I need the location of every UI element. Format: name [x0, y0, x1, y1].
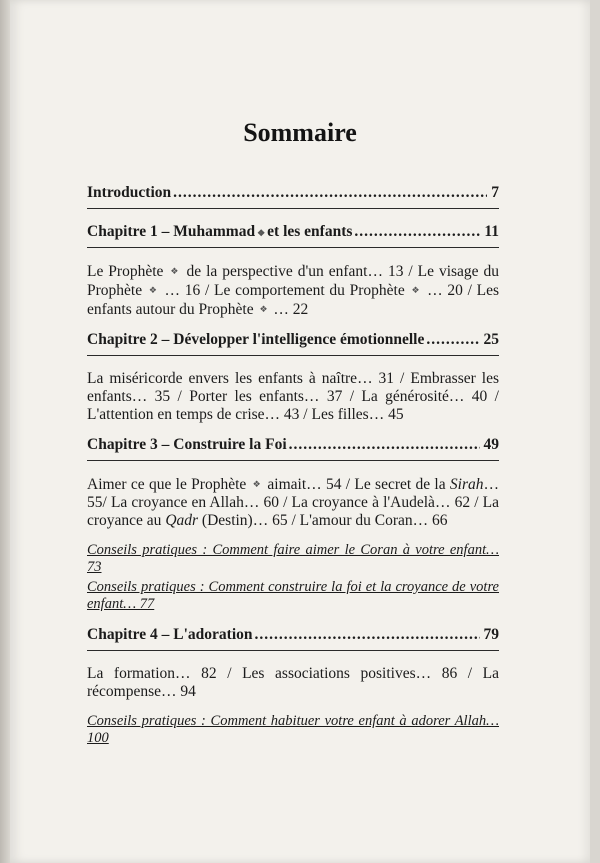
chapter-1-page: 11: [484, 223, 499, 240]
entry-text: de la perspective d'un enfant… 13 / Le visage du Prophète: [87, 263, 500, 299]
chapter-3-page: 49: [483, 436, 499, 453]
chapter-2-label: Chapitre 2 – Développer l'intelligence émotionnelle: [87, 331, 425, 348]
entry-italic-term: Qadr: [165, 512, 199, 529]
leader-dots: [426, 331, 479, 349]
conseil-link[interactable]: Conseils pratiques : Comment construire la foi et la croyance de votre enfant… 77: [87, 579, 499, 612]
honorific-icon: ❖: [411, 285, 421, 295]
leader-dots: [354, 223, 480, 241]
leader-dots: [289, 436, 480, 454]
toc-chapter-3[interactable]: [87, 436, 499, 461]
conseil-link[interactable]: Conseils pratiques : Comment faire aimer le Coran à votre enfant… 73: [87, 542, 499, 575]
entry-text: (Destin)… 65 / L'amour du Coran… 66: [201, 512, 448, 529]
chapter-1-label: Chapitre 1 – Muhammad: [87, 223, 256, 240]
chapter-4-entries: La formation… 82 / Les associations positives… 86 / La récompense… 94: [87, 665, 499, 700]
chapter-2-entries: La miséricorde envers les enfants à naître… 31 / Embrasser les enfants… 35 / Porter les enfants… 37 / La générosité… 40 / L'attention en temps de crise… 43 / Les filles… 45: [87, 370, 499, 423]
entry-text: Aimer ce que le Prophète: [87, 476, 247, 493]
leader-dots: [173, 184, 487, 202]
chapter-4-page: 79: [483, 626, 499, 643]
table-of-contents: [87, 184, 499, 750]
entry-italic-term: Sirah: [449, 476, 484, 493]
chapter-1-label-tail: et les enfants: [267, 223, 353, 240]
toc-introduction-label: Introduction: [87, 184, 172, 201]
honorific-icon: ❖: [170, 266, 180, 276]
toc-chapter-4[interactable]: [87, 626, 499, 651]
honorific-icon: ❖: [252, 479, 262, 489]
honorific-icon: ❖: [257, 228, 266, 238]
chapter-4-label: Chapitre 4 – L'adoration: [87, 626, 253, 643]
leader-dots: [255, 626, 480, 644]
entry-text: … 55/ La croyance en Allah… 60 / La croyance à l'Audelà… 62 / La croyance au: [87, 476, 500, 529]
toc-introduction-page: 7: [491, 184, 499, 201]
toc-chapter-2[interactable]: [87, 331, 499, 356]
honorific-icon: ❖: [259, 304, 268, 314]
entry-text: … 20 / Les enfants autour du Prophète: [87, 282, 499, 318]
page-title: Sommaire: [243, 118, 357, 147]
chapter-3-entries: [87, 475, 499, 530]
entry-text: … 16 / Le comportement du Prophète: [164, 282, 405, 299]
chapter-2-page: 25: [483, 331, 499, 348]
entry-text: aimait… 54 / Le secret de la: [267, 476, 446, 493]
chapter-3-label: Chapitre 3 – Construire la Foi: [87, 436, 287, 453]
toc-chapter-1[interactable]: [87, 223, 499, 248]
honorific-icon: ❖: [148, 285, 158, 295]
entry-text: Le Prophète: [87, 263, 164, 280]
conseil-link[interactable]: Conseils pratiques : Comment habituer votre enfant à adorer Allah… 100: [87, 713, 499, 746]
entry-text: … 22: [273, 301, 309, 318]
chapter-1-entries: [87, 262, 499, 319]
toc-introduction[interactable]: [87, 184, 499, 209]
